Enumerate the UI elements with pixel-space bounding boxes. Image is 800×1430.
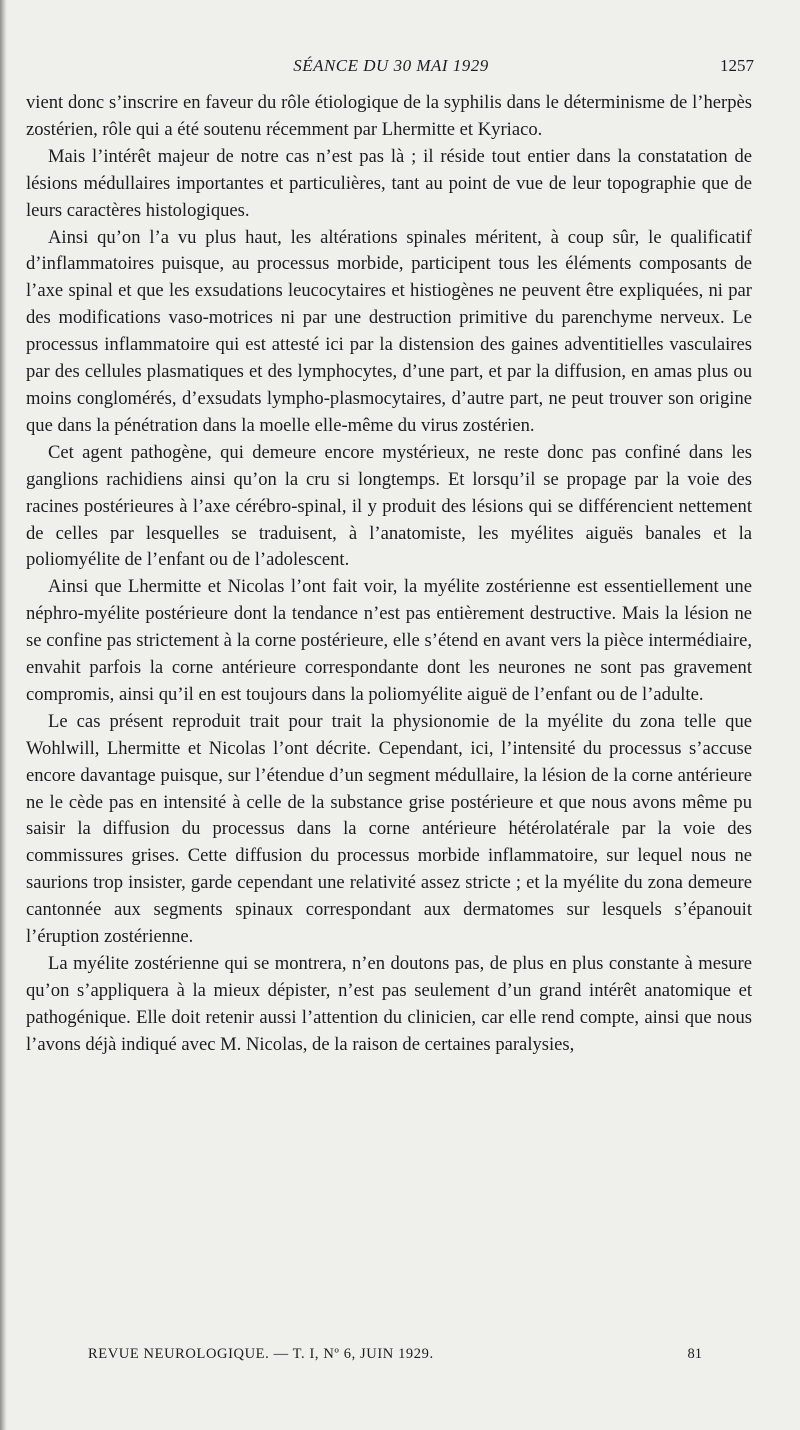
journal-reference: REVUE NEUROLOGIQUE. — T. I, Nº 6, JUIN 1929. (88, 1346, 434, 1362)
body-text (26, 90, 752, 1059)
signature-number: 81 (687, 1346, 702, 1362)
paragraph-7: La myélite zostérienne qui se montrera, n’en doutons pas, de plus en plus constante à mesure qu’on s’appliquera à la mieux dépister, n’est pas seulement d’un grand intérêt anatomique et pathogénique. Elle doit retenir aussi l’attention du clinicien, car elle rend compte, ainsi que nous l’avons déjà indiqué avec M. Nicolas, de la raison de certaines paralysies, (26, 953, 752, 1055)
paragraph-5: Ainsi que Lhermitte et Nicolas l’ont fait voir, la myélite zostérienne est essentiellement une néphro-myélite postérieure dont la tendance n’est pas entièrement destructive. Mais la lésion ne se confine pas strictement à la corne postérieure, elle s’étend en avant vers la pièce intermédiaire, envahit parfois la corne antérieure correspondante dont les neurones ne sont pas gravement compromis, ainsi qu’il en est toujours dans la poliomyélite aiguë de l’enfant ou de l’adulte. (26, 576, 752, 705)
paragraph-6: Le cas présent reproduit trait pour trait la physionomie de la myélite du zona telle que Wohlwill, Lhermitte et Nicolas l’ont décrite. Cependant, ici, l’intensité du processus s’accuse encore davantage puisque, sur l’étendue d’un segment médullaire, la lésion de la corne antérieure ne le cède pas en intensité à celle de la substance grise postérieure et que nous avons même pu saisir la diffusion du processus dans la corne antérieure hétérolatérale par la voie des commissures grises. Cette diffusion du processus morbide inflammatoire, sur lequel nous ne saurions trop insister, garde cependant une relativité assez stricte ; et la myélite du zona demeure cantonnée aux segments spinaux correspondant aux dermatomes sur lesquels s’épanouit l’éruption zostérienne. (26, 710, 752, 948)
paragraph-4: Cet agent pathogène, qui demeure encore mystérieux, ne reste donc pas confiné dans les ganglions rachidiens ainsi qu’on la cru si longtemps. Et lorsqu’il se propage par la voie des racines postérieures à l’axe cérébro-spinal, il y produit des lésions qui se différencient nettement de celles par lesquelles se traduisent, à l’anatomiste, les myélites aiguës banales et la poliomyélite de l’enfant ou de l’adolescent. (26, 441, 752, 571)
paragraph-2: Mais l’intérêt majeur de notre cas n’est pas là ; il réside tout entier dans la constatation de lésions médullaires importantes et particulières, tant au point de vue de leur topographie que de leurs caractères histologiques. (26, 145, 752, 221)
page-footer (88, 1346, 702, 1368)
page-binding-edge (0, 0, 7, 1430)
running-title: SÉANCE DU 30 MAI 1929 (293, 56, 489, 75)
page-header (28, 56, 754, 80)
paragraph-1: vient donc s’inscrire en faveur du rôle étiologique de la syphilis dans le déterminisme de l’herpès zostérien, rôle qui a été soutenu récemment par Lhermitte et Kyriaco. (26, 92, 752, 140)
page-number: 1257 (720, 56, 754, 75)
paragraph-3: Ainsi qu’on l’a vu plus haut, les altérations spinales méritent, à coup sûr, le qualificatif d’inflammatoires puisque, au processus morbide, participent tous les éléments composants de l’axe spinal et que les exsudations leucocytaires et histiogènes ne peuvent être expliquées, ni par des modifications vaso-motrices ni par une destruction primitive du parenchyme nerveux. Le processus inflammatoire qui est attesté ici par la distension des gaines adventitielles vasculaires par des cellules plasmatiques et des lymphocytes, d’une part, et par la diffusion, en amas plus ou moins conglomérés, d’exsudats lympho-plasmocytaires, d’autre part, ne peut trouver son origine que dans la pénétration dans la moelle elle-même du virus zostérien. (26, 226, 752, 436)
